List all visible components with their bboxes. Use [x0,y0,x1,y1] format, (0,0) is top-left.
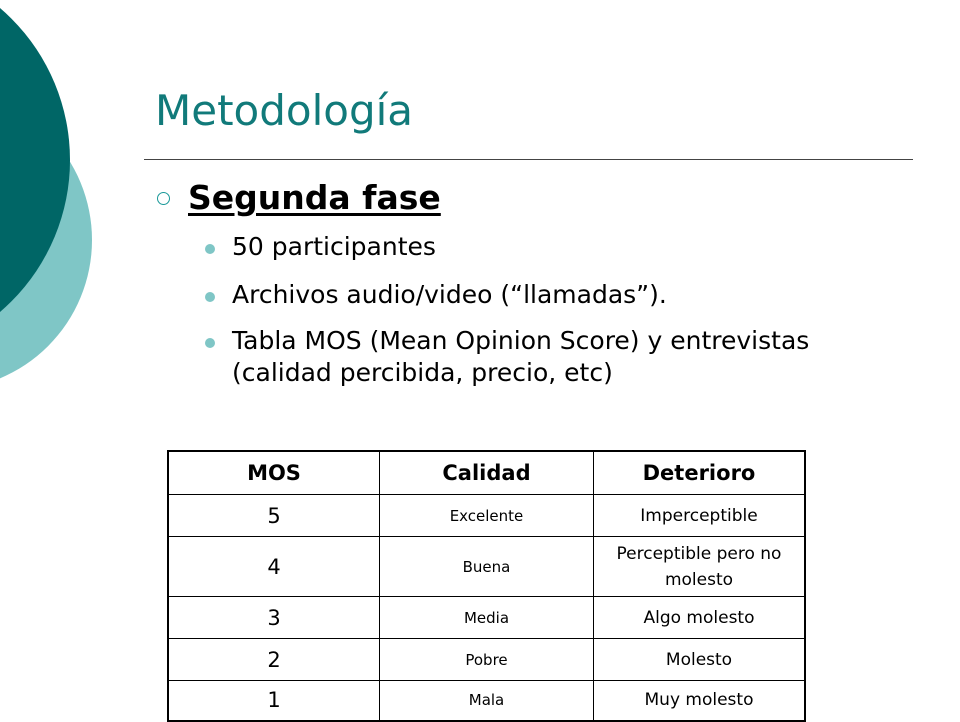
deterioro-cell: Algo molesto [594,597,806,639]
hollow-circle-bullet-icon [157,192,170,205]
table-row [168,639,805,681]
mos-cell: 5 [168,495,380,537]
deterioro-cell: Muy molesto [594,681,806,721]
column-header-calidad: Calidad [380,451,594,495]
mos-cell: 1 [168,681,380,721]
slide-title: Metodología [155,86,414,135]
table-header-row [168,451,805,495]
table-row [168,597,805,639]
mos-table [167,450,806,722]
deterioro-cell: Molesto [594,639,806,681]
deterioro-cell: Perceptible pero no molesto [594,537,806,597]
deterioro-cell: Imperceptible [594,495,806,537]
dot-bullet-icon [205,244,215,254]
dot-bullet-icon [205,338,215,348]
bullet-text: Tabla MOS (Mean Opinion Score) y entrevistas (calidad percibida, precio, etc) [232,326,810,387]
table-row [168,537,805,597]
mos-cell: 2 [168,639,380,681]
column-header-mos: MOS [168,451,380,495]
mos-cell: 4 [168,537,380,597]
column-header-deterioro: Deterioro [594,451,806,495]
section-heading: Segunda fase [188,178,441,217]
table-row [168,681,805,721]
dot-bullet-icon [205,292,215,302]
bullet-text: Archivos audio/video (“llamadas”). [232,280,667,309]
calidad-cell: Excelente [380,495,594,537]
table-row [168,495,805,537]
title-divider [144,159,913,160]
calidad-cell: Mala [380,681,594,721]
calidad-cell: Media [380,597,594,639]
mos-cell: 3 [168,597,380,639]
calidad-cell: Pobre [380,639,594,681]
bullet-text: 50 participantes [232,232,436,261]
calidad-cell: Buena [380,537,594,597]
